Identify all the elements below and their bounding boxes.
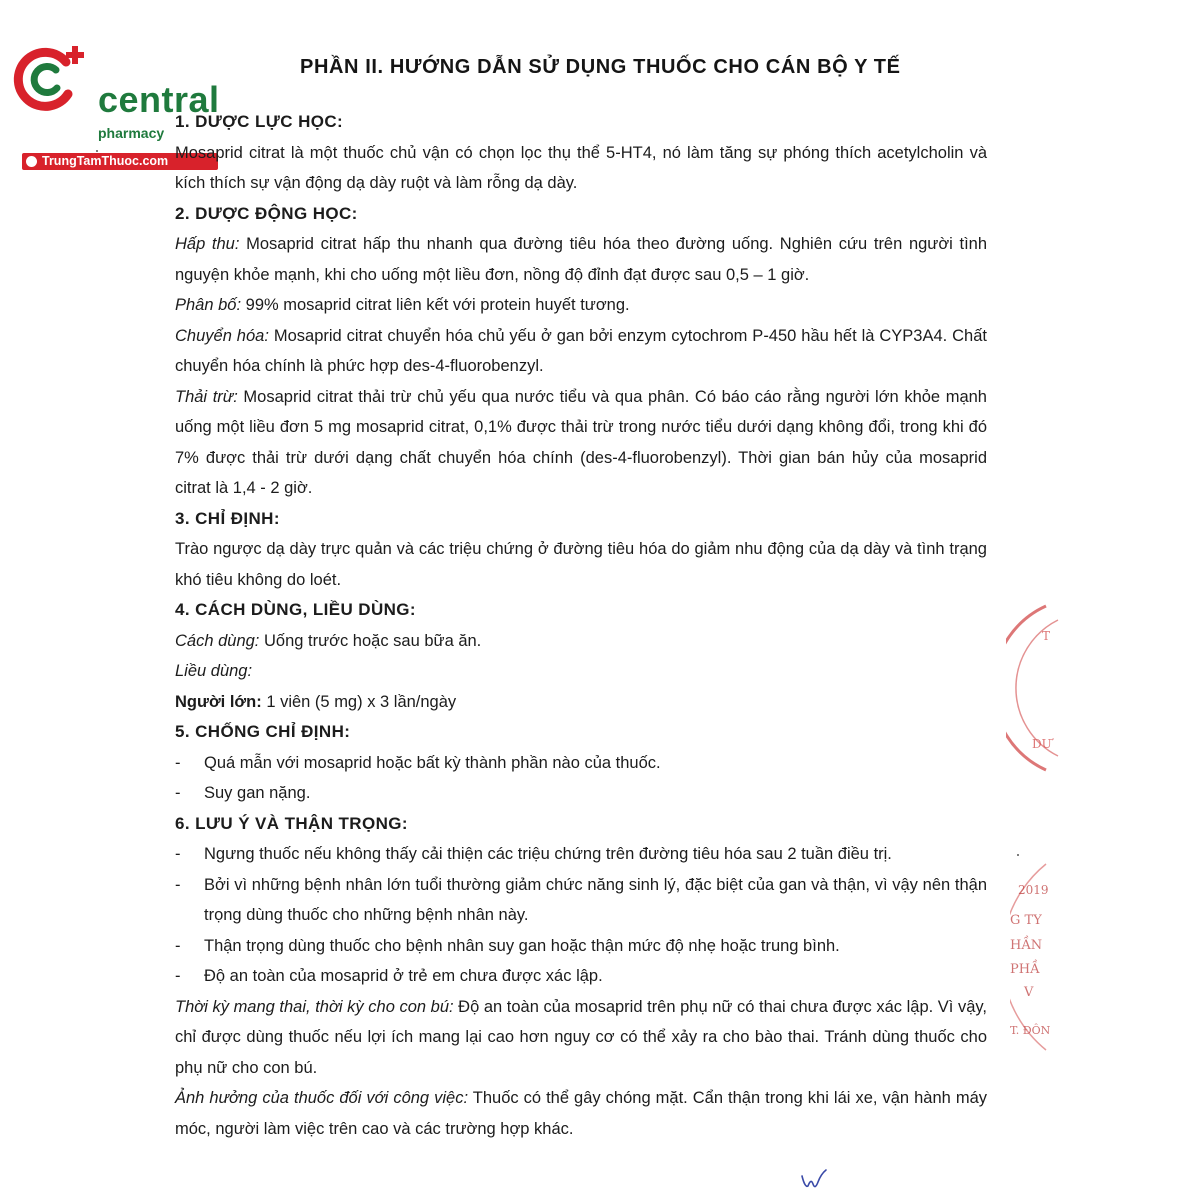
- adult-label: Người lớn:: [175, 692, 262, 711]
- list-item: - Suy gan nặng.: [175, 778, 987, 809]
- elimination-text: Mosaprid citrat thải trừ chủ yếu qua nước tiểu và qua phân. Có báo cáo rằng người lớn khỏe mạnh uống một liều đơn 5 mg mosaprid citrat, 0,1% được thải trừ trong nước tiểu dưới dạng không đổi, trong khi đó 7% được thải trừ dưới dạng chất chuyển hóa chính (des-4-fluorobenzyl). Thời gian bán hủy của mosaprid citrat là 1,4 - 2 giờ.: [175, 387, 987, 497]
- section-heading-dosage: 4. CÁCH DÙNG, LIỀU DÙNG:: [175, 600, 416, 619]
- work-effect-label: Ảnh hưởng của thuốc đối với công việc:: [175, 1089, 469, 1107]
- work-effect-paragraph: [175, 1083, 987, 1144]
- company-stamp-bottom: [1010, 860, 1054, 1060]
- scan-speck: [1017, 854, 1019, 856]
- elimination-paragraph: [175, 382, 987, 504]
- section-heading-pharmacokinetics: 2. DƯỢC ĐỘNG HỌC:: [175, 203, 358, 223]
- list-item: - Bởi vì những bệnh nhân lớn tuổi thường giảm chức năng sinh lý, đặc biệt của gan và thận, vì vậy nên thận trọng dùng thuốc cho những bệnh nhân này.: [175, 870, 987, 931]
- stamp-text-line: HẦN: [1010, 938, 1043, 953]
- metabolism-paragraph: [175, 321, 987, 382]
- adult-dose-text: 1 viên (5 mg) x 3 lần/ngày: [261, 692, 457, 711]
- logo-subtitle: pharmacy: [98, 125, 165, 141]
- list-item: - Quá mẫn với mosaprid hoặc bất kỳ thành phần nào của thuốc.: [175, 748, 987, 779]
- adult-dose-paragraph: [175, 687, 987, 718]
- list-item: - Độ an toàn của mosaprid ở trẻ em chưa được xác lập.: [175, 961, 987, 992]
- work-effect-text: Thuốc có thể gây chóng mặt. Cẩn thận trong khi lái xe, vận hành máy móc, người làm việc trên cao và các trường hợp khác.: [175, 1089, 987, 1138]
- list-item: - Ngưng thuốc nếu không thấy cải thiện các triệu chứng trên đường tiêu hóa sau 2 tuần điều trị.: [175, 839, 987, 870]
- metabolism-label: Chuyển hóa:: [175, 326, 269, 345]
- pharmacodynamics-text: Mosaprid citrat là một thuốc chủ vận có chọn lọc thụ thể 5-HT4, nó làm tăng sự phóng thích acetylcholin và kích thích sự vận động dạ dày ruột và làm rỗng dạ dày.: [175, 143, 987, 192]
- list-item: - Thận trọng dùng thuốc cho bệnh nhân suy gan hoặc thận mức độ nhẹ hoặc trung bình.: [175, 931, 987, 962]
- stamp-letter: T: [1042, 629, 1051, 643]
- pregnancy-paragraph: [175, 992, 987, 1084]
- stamp-text-line: 2019: [1018, 883, 1049, 897]
- dose-label: Liều dùng:: [175, 662, 253, 680]
- distribution-label: Phân bố:: [175, 296, 242, 314]
- stamp-letter: DƯ: [1032, 737, 1052, 751]
- document-body: [175, 107, 987, 1144]
- pregnancy-text: Độ an toàn của mosaprid trên phụ nữ có thai chưa được xác lập. Vì vậy, chỉ được dùng thuốc nếu lợi ích mang lại cao hơn nguy cơ có thể xảy ra cho bào thai. Tránh dùng thuốc cho phụ nữ cho con bú.: [175, 997, 988, 1077]
- central-pharmacy-logo-icon: [10, 38, 92, 118]
- absorption-label: Hấp thu:: [175, 235, 240, 253]
- logo-brand-text: central: [98, 79, 220, 120]
- stamp-text-line: T. ĐÔN: [1010, 1024, 1051, 1037]
- section-heading-indications: 3. CHỈ ĐỊNH:: [175, 508, 280, 528]
- section-heading-precautions: 6. LƯU Ý VÀ THẬN TRỌNG:: [175, 813, 408, 833]
- usage-label: Cách dùng:: [175, 631, 260, 650]
- usage-paragraph: [175, 626, 987, 657]
- stamp-text-line: V: [1024, 985, 1034, 1000]
- page-title: PHẦN II. HƯỚNG DẪN SỬ DỤNG THUỐC CHO CÁN BỘ Y TẾ: [300, 56, 901, 78]
- distribution-paragraph: [175, 290, 987, 321]
- scan-speck: [96, 150, 98, 152]
- metabolism-text: Mosaprid citrat chuyển hóa chủ yếu ở gan bởi enzym cytochrom P-450 hầu hết là CYP3A4. Chất chuyển hóa chính là phức hợp des-4-fluorobenzyl.: [175, 326, 987, 375]
- section-heading-pharmacodynamics: 1. DƯỢC LỰC HỌC:: [175, 112, 344, 131]
- section-heading-contraindications: 5. CHỐNG CHỈ ĐỊNH:: [175, 722, 351, 741]
- stamp-text-line: PHẦ: [1010, 962, 1040, 977]
- logo-url-banner: TrungTamThuoc.com: [22, 153, 218, 170]
- precautions-list: [175, 839, 987, 992]
- absorption-paragraph: [175, 229, 987, 290]
- absorption-text: Mosaprid citrat hấp thu nhanh qua đường tiêu hóa theo đường uống. Nghiên cứu trên người tình nguyện khỏe mạnh, khi cho uống một liều đơn, nồng độ đỉnh đạt được sau 0,5 – 1 giờ.: [175, 235, 988, 284]
- usage-text: Uống trước hoặc sau bữa ăn.: [259, 631, 482, 650]
- stamp-text-line: G TY: [1010, 913, 1042, 928]
- signature-initials-icon: [800, 1166, 830, 1194]
- pregnancy-label: Thời kỳ mang thai, thời kỳ cho con bú:: [175, 997, 454, 1016]
- indications-text: Trào ngược dạ dày trực quản và các triệu chứng ở đường tiêu hóa do giảm nhu động của dạ dày và tình trạng khó tiêu không do loét.: [175, 540, 987, 589]
- contraindications-list: [175, 748, 987, 809]
- distribution-text: 99% mosaprid citrat liên kết với protein huyết tương.: [241, 296, 630, 314]
- dose-label-paragraph: [175, 656, 987, 687]
- elimination-label: Thải trừ:: [175, 387, 238, 406]
- company-stamp-top: [1006, 600, 1062, 776]
